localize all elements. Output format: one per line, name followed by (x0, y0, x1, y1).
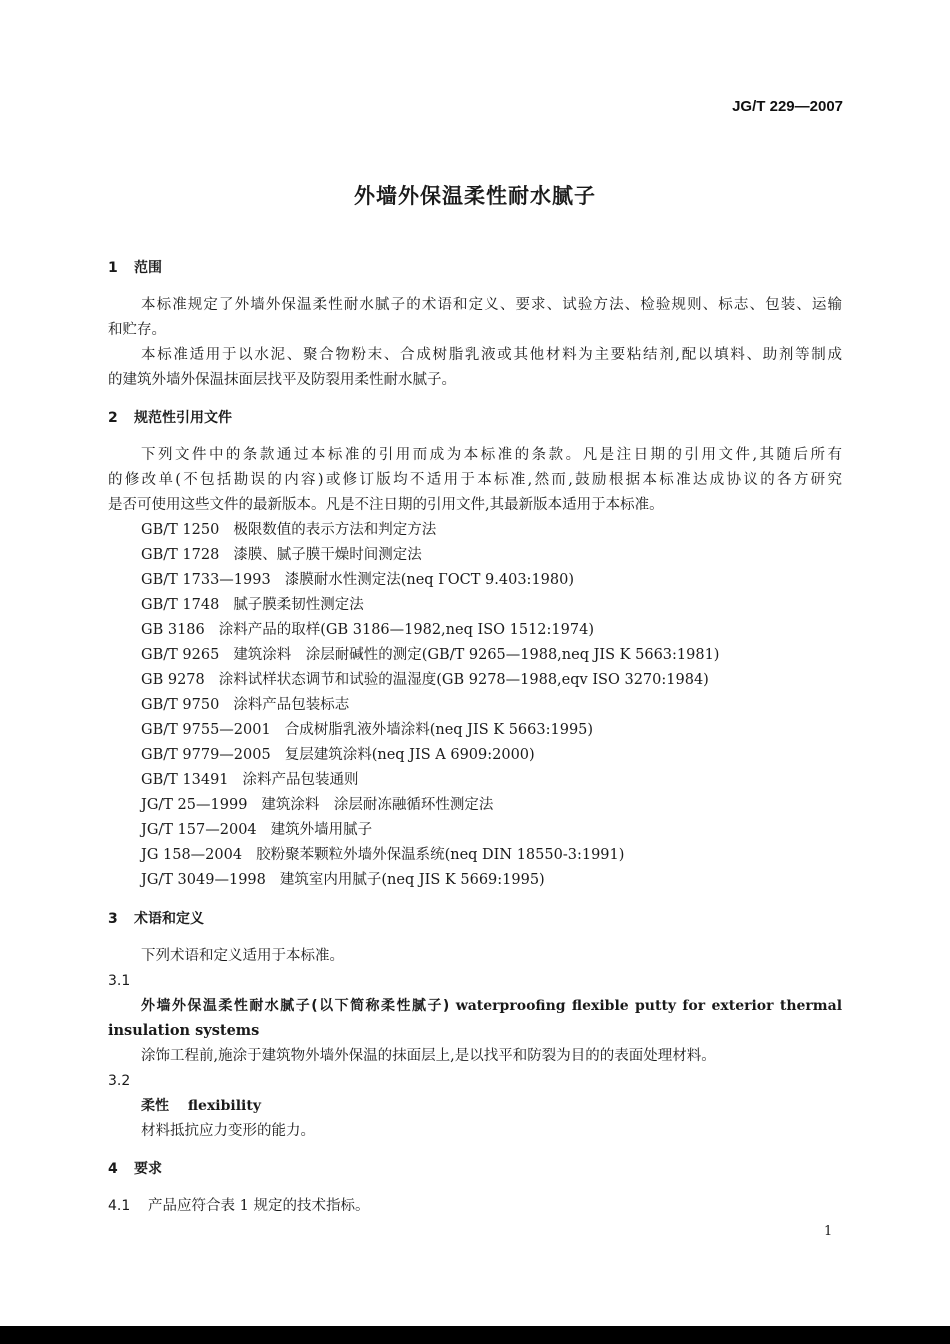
page-number: 1 (824, 1224, 833, 1239)
reference-item (141, 595, 364, 615)
standard-code: JG/T 229—2007 (732, 98, 843, 115)
reference-code: GB 9278 (141, 672, 205, 688)
reference-title: 腻子膜柔韧性测定法 (233, 597, 364, 613)
reference-title: 涂料试样状态调节和试验的温湿度(GB 9278—1988,eqv ISO 3270:1984) (218, 672, 709, 688)
reference-title: 极限数值的表示方法和判定方法 (233, 522, 437, 538)
reference-title: 建筑外墙用腻子 (270, 822, 373, 838)
section-number: 4 (108, 1161, 118, 1177)
term-line (141, 1096, 261, 1116)
section-title: 规范性引用文件 (134, 410, 232, 426)
reference-title: 涂料产品包装通则 (242, 772, 359, 788)
reference-item (141, 820, 372, 840)
page-bottom-edge (0, 1326, 950, 1344)
reference-title: 胶粉聚苯颗粒外墙外保温系统(neq DIN 18550-3:1991) (256, 847, 625, 863)
paragraph-line: 本标准规定了外墙外保温柔性耐水腻子的术语和定义、要求、试验方法、检验规则、标志、包装、运输 (141, 297, 842, 313)
reference-title: 涂料产品的取样(GB 3186—1982,neq ISO 1512:1974) (218, 622, 594, 638)
reference-item (141, 570, 574, 590)
reference-title: 复层建筑涂料(neq JIS A 6909:2000) (284, 747, 535, 763)
paragraph-line: 下列文件中的条款通过本标准的引用而成为本标准的条款。凡是注日期的引用文件,其随后所有 (141, 447, 842, 463)
clause-text: 产品应符合表 1 规定的技术指标。 (148, 1198, 370, 1214)
reference-title: 建筑涂料 涂层耐碱性的测定(GB/T 9265—1988,neq JIS K 5663:1981) (233, 647, 720, 663)
reference-code: JG/T 3049—1998 (141, 872, 266, 888)
term-chinese: 柔性 (141, 1098, 169, 1114)
reference-item (141, 770, 359, 790)
section-4-heading (108, 1159, 162, 1179)
reference-code: GB/T 9750 (141, 697, 220, 713)
reference-item (141, 870, 545, 890)
term-line (141, 996, 842, 1016)
section-title: 要求 (134, 1161, 162, 1177)
reference-code: GB/T 9265 (141, 647, 220, 663)
section-number: 3 (108, 911, 118, 927)
reference-code: GB/T 1733—1993 (141, 572, 271, 588)
reference-item (141, 520, 436, 540)
subsection-number: 3.1 (108, 973, 131, 989)
subsection-number: 4.1 (108, 1198, 131, 1214)
paragraph-line: 本标准适用于以水泥、聚合物粉末、合成树脂乳液或其他材料为主要粘结剂,配以填料、助剂等制成 (141, 347, 842, 363)
definition-text: 材料抵抗应力变形的能力。 (141, 1123, 315, 1139)
reference-item (141, 720, 593, 740)
reference-code: GB/T 1728 (141, 547, 220, 563)
definition-text: 涂饰工程前,施涂于建筑物外墙外保温的抹面层上,是以找平和防裂为目的的表面处理材料。 (141, 1048, 716, 1064)
reference-code: GB/T 9779—2005 (141, 747, 271, 763)
section-title: 范围 (134, 260, 162, 276)
reference-item (141, 695, 349, 715)
reference-item (141, 745, 535, 765)
reference-item (141, 545, 422, 565)
reference-code: GB/T 9755—2001 (141, 722, 271, 738)
reference-title: 建筑室内用腻子(neq JIS K 5669:1995) (279, 872, 545, 888)
reference-code: GB 3186 (141, 622, 205, 638)
term-english-continued: insulation systems (108, 1022, 260, 1039)
paragraph-line: 的修改单(不包括勘误的内容)或修订版均不适用于本标准,然而,鼓励根据本标准达成协议的各方研究 (108, 472, 842, 488)
reference-title: 合成树脂乳液外墙涂料(neq JIS K 5663:1995) (284, 722, 594, 738)
reference-item (141, 845, 624, 865)
section-3-heading (108, 909, 204, 929)
reference-item (141, 795, 493, 815)
section-number: 1 (108, 260, 118, 276)
document-title: 外墙外保温柔性耐水腻子 (354, 184, 596, 208)
paragraph-line: 的建筑外墙外保温抹面层找平及防裂用柔性耐水腻子。 (108, 372, 456, 388)
section-title: 术语和定义 (134, 911, 204, 927)
reference-code: JG/T 157—2004 (141, 822, 257, 838)
paragraph-line: 和贮存。 (108, 322, 166, 338)
section-1-heading (108, 258, 162, 278)
reference-code: JG/T 25—1999 (141, 797, 248, 813)
reference-item (141, 670, 709, 690)
reference-title: 漆膜、腻子膜干燥时间测定法 (233, 547, 422, 563)
section-number: 2 (108, 410, 118, 426)
term-chinese: 外墙外保温柔性耐水腻子(以下简称柔性腻子) (141, 998, 450, 1014)
reference-title: 涂料产品包装标志 (233, 697, 350, 713)
reference-item (141, 645, 719, 665)
clause-4-1 (108, 1196, 369, 1216)
reference-title: 漆膜耐水性测定法(neq ГОСТ 9.403:1980) (284, 572, 575, 588)
reference-code: GB/T 1748 (141, 597, 220, 613)
paragraph-line: 是否可使用这些文件的最新版本。凡是不注日期的引用文件,其最新版本适用于本标准。 (108, 497, 664, 513)
subsection-number: 3.2 (108, 1073, 131, 1089)
reference-code: GB/T 13491 (141, 772, 229, 788)
section-2-heading (108, 408, 232, 428)
reference-item (141, 620, 594, 640)
reference-code: JG 158—2004 (141, 847, 243, 863)
term-english: flexibility (187, 1098, 261, 1114)
term-english: waterproofing flexible putty for exterior thermal (455, 998, 843, 1014)
reference-code: GB/T 1250 (141, 522, 220, 538)
paragraph-line: 下列术语和定义适用于本标准。 (141, 948, 344, 964)
reference-title: 建筑涂料 涂层耐冻融循环性测定法 (261, 797, 494, 813)
